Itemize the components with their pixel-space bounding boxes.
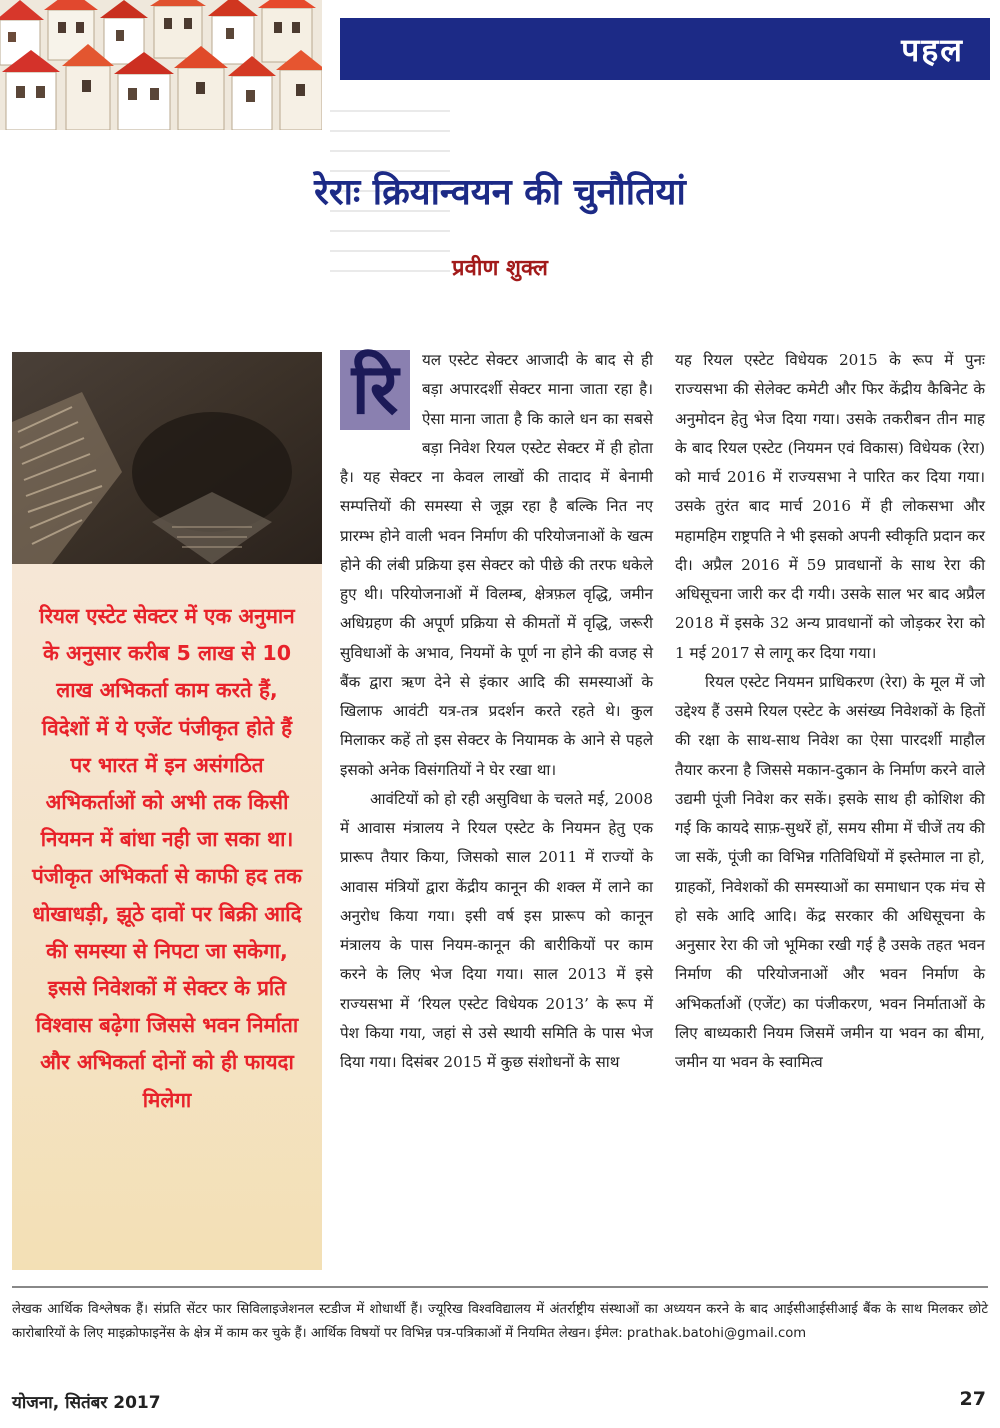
section-header-bar <box>340 18 990 80</box>
article-column-2 <box>675 346 985 1077</box>
paragraph-2: आवंटियों को हो रही असुविधा के चलते मई, 2008 में आवास मंत्रालय ने रियल एस्टेट के नियमन हेतु एक प्रारूप तैयार किया, जिसको साल 2011 में राज्यों के आवास मंत्रियों द्वारा केंद्रीय कानून की शक्ल में लाने का अनुरोध किया गया। इसी वर्ष इस प्रारूप को कानून मंत्रालय के पास नियम-कानून की बारीकियों पर काम करने के लिए भेज दिया गया। साल 2013 में इसे राज्यसभा में ‘रियल एस्टेट विधेयक 2013’ के रूप में पेश किया गया, जहां से उसे स्थायी समिति के पास भेज दिया गया। दिसंबर 2015 में कुछ संशोधनों के साथ <box>340 789 653 1071</box>
author-footnote: लेखक आर्थिक विश्लेषक हैं। संप्रति सेंटर फार सिविलाइजेशनल स्टडीज में शोधार्थी हैं। ज्यूरिख विश्वविद्यालय में अंतर्राष्ट्रीय संस्थाओं का अध्ययन करने के बाद आईसीआईसीआई बैंक के साथ मिलकर छोटे कारोबारियों के लिए माइक्रोफाइनेंस के क्षेत्र में काम कर चुके हैं। आर्थिक विषयों पर विभिन्न पत्र-पत्रिकाओं में नियमित लेखन। ईमेल: prathak.batohi@gmail.com <box>12 1286 988 1346</box>
pull-quote-text: रियल एस्टेट सेक्टर में एक अनुमान के अनुसार करीब 5 लाख से 10 लाख अभिकर्ता काम करते हैं, विदेशों में ये एजेंट पंजीकृत होते हैं पर भारत में इन असंगठित अभिकर्ताओं को अभी तक किसी नियमन में बांधा नही जा सका था। पंजीकृत अभिकर्ता से काफी हद तक धोखाधड़ी, झूठे दावों पर बिक्री आदि की समस्या से निपटा जा सकेगा, इससे निवेशकों में सेक्टर के प्रति विश्वास बढ़ेगा जिससे भवन निर्माता और अभिकर्ता दोनों को ही फायदा मिलेगा <box>32 604 302 1112</box>
article-column-1 <box>340 346 653 1077</box>
header-houses-illustration <box>0 0 322 130</box>
article-title: रेराः क्रियान्वयन की चुनौतियां <box>314 172 686 213</box>
paragraph-3: यह रियल एस्टेट विधेयक 2015 के रूप में पुनः राज्यसभा की सेलेक्ट कमेटी और फिर केंद्रीय कैबिनेट के अनुमोदन हेतु भेज दिया गया। उसके तकरीबन तीन माह के बाद रियल एस्टेट (नियमन एवं विकास) विधेयक (रेरा) को मार्च 2016 में राज्यसभा ने पारित कर दिया गया। उसके तुरंत बाद मार्च 2016 में ही लोकसभा और महामहिम राष्ट्रपति ने भी इसको अपनी स्वीकृति प्रदान कर दी। अप्रैल 2016 में 59 प्रावधानों के साथ रेरा की अधिसूचना जारी कर दी गयी। उसके साल भर बाद अप्रैल 2018 में इसके 32 अन्य प्रावधानों को जोड़कर रेरा को 1 मई 2017 से लागू कर दिया गया। <box>675 351 985 662</box>
page-number: 27 <box>959 1388 986 1410</box>
paragraph-4: रियल एस्टेट नियमन प्राधिकरण (रेरा) के मूल में जो उद्देश्य हैं उसमे रियल एस्टेट के असंख्य निवेशकों के हितों की रक्षा के साथ-साथ निवेश का ऐसा पारदर्शी माहौल तैयार करना है जिससे मकान-दुकान के निर्माण करने वाले उद्यमी पूंजी निवेश कर सकें। इसके साथ ही कोशिश की गई कि कायदे साफ़-सुथरें हों, समय सीमा में चीजें तय की जा सकें, पूंजी का विभिन्न गतिविधियों में इस्तेमाल ना हो, ग्राहकों, निवेशकों की समस्याओं का समाधान एक मंच से हो सके आदि आदि। केंद्र सरकार की अधिसूचना के अनुसार रेरा की जो भूमिका रखी गई है उसके तहत भवन निर्माण की परियोजनाओं और भवन निर्माण के अभिकर्ताओं (एजेंट) का पंजीकरण, भवन निर्माताओं के लिए बाध्यकारी नियम जिसमें जमीन या भवन का बीमा, जमीन या भवन के स्वामित्व <box>675 672 985 1071</box>
section-label: पहल <box>901 31 964 69</box>
pull-quote-box <box>12 564 322 1270</box>
aerial-buildings-photo <box>12 352 322 564</box>
publication-footer: योजना, सितंबर 2017 <box>12 1393 161 1413</box>
paragraph-1-text: यल एस्टेट सेक्टर आजादी के बाद से ही बड़ा अपारदर्शी सेक्टर माना जाता रहा है। ऐसा माना जाता है कि काले धन का सबसे बड़ा निवेश रियल एस्टेट सेक्टर में ही होता है। यह सेक्टर ना केवल लाखों की तादाद में बेनामी सम्पत्तियों की समस्या से जूझ रहा है बल्कि नित नए प्रारम्भ होने वाली भवन निर्माण की परियोजनाओं के खत्म होने की लंबी प्रक्रिया इस सेक्टर को पीछे की तरफ धकेले हुए थी। परियोजनाओं में विलम्ब, क्षेत्रफ़ल वृद्धि, जमीन अधिग्रहण की अपूर्ण प्रक्रिया से कीमतों में वृद्धि, जरूरी सुविधाओं के अभाव, नियमों के पूर्ण ना होने की वजह से बैंक द्वारा ऋण देने से इंकार आदि की समस्याओं के खिलाफ आवंटी यत्र-तत्र प्रदर्शन करते रहते थे। कुल मिलाकर कहें तो इस सेक्टर के नियामक के आने से पहले इसको अनेक विसंगतियों ने घेर रखा था। <box>340 351 653 779</box>
paragraph-1 <box>340 346 653 785</box>
article-author: प्रवीण शुक्ल <box>452 256 548 281</box>
drop-cap: रि <box>340 350 410 430</box>
